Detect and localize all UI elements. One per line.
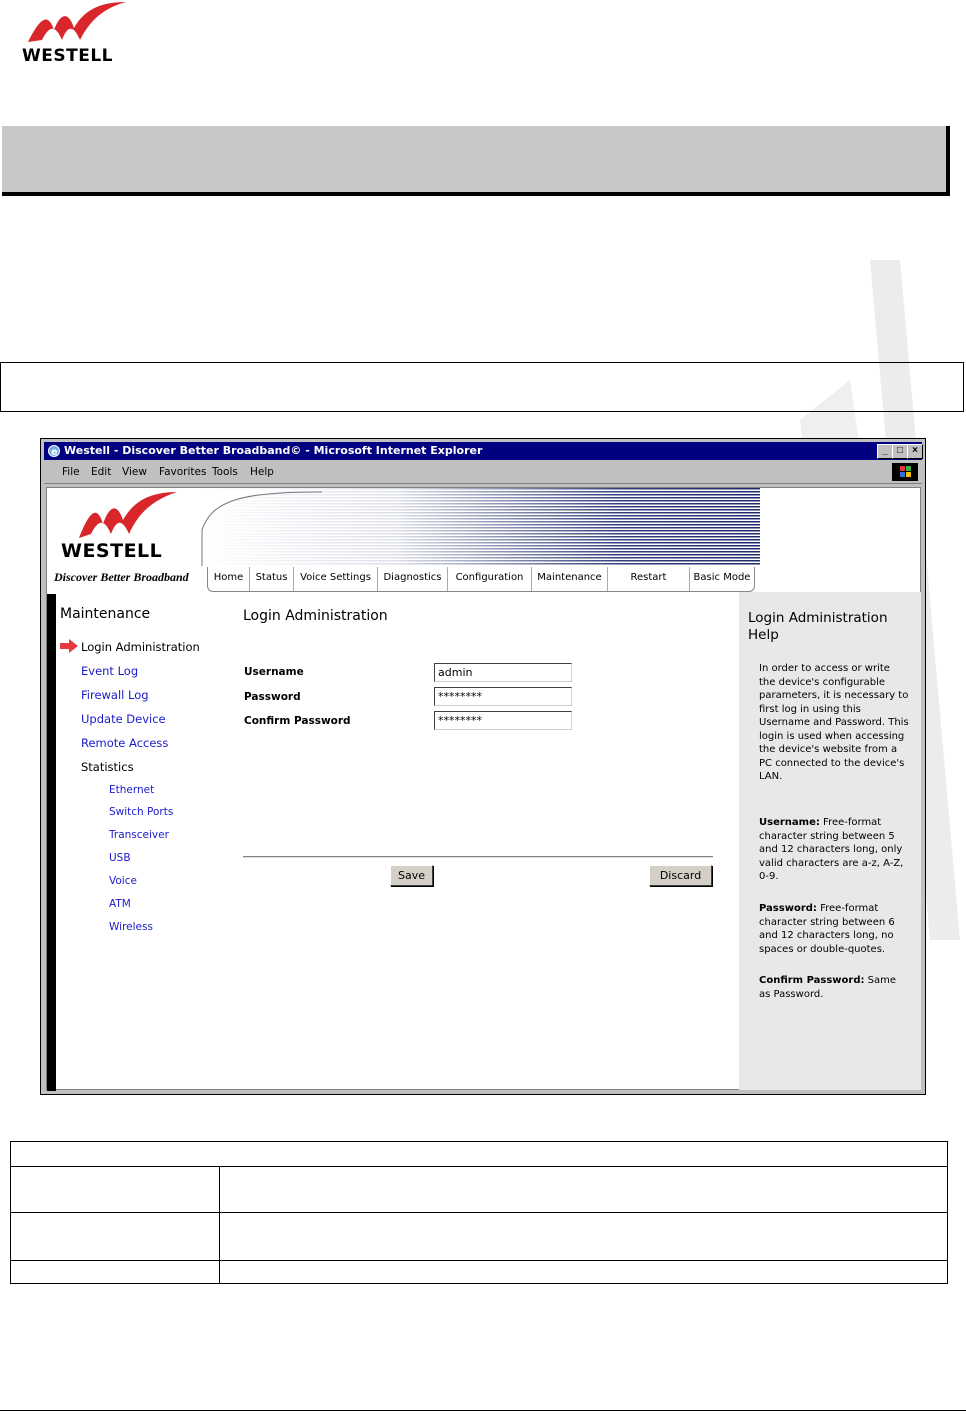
svg-text:e: e — [51, 447, 58, 458]
current-arrow-icon — [60, 639, 78, 653]
help-username-text: Free-format character string between 5 and 12 characters long, only valid characters are a-z, A-Z, 0-9. — [759, 817, 904, 882]
username-label: Username — [244, 666, 304, 678]
nav-home[interactable]: Home — [208, 567, 250, 591]
nav-configuration[interactable]: Configuration — [448, 567, 532, 591]
password-label: Password — [244, 691, 301, 703]
sidebar-subitem-atm[interactable]: ATM — [109, 898, 131, 910]
help-confirm — [759, 974, 909, 1001]
sidebar-item-event-log[interactable]: Event Log — [81, 664, 139, 678]
footer-rule — [0, 1410, 966, 1411]
site-logo-wordmark: WESTELL — [61, 540, 163, 562]
nav-maintenance[interactable]: Maintenance — [532, 567, 608, 591]
ie-icon — [47, 444, 61, 458]
help-pane — [739, 592, 921, 1090]
document-logo-wordmark: WESTELL — [22, 46, 113, 66]
password-input[interactable] — [434, 687, 572, 706]
help-password-term: Password: — [759, 903, 817, 914]
document-table — [10, 1141, 948, 1284]
sidebar-subitem-wireless[interactable]: Wireless — [109, 921, 153, 933]
confirm-password-label: Confirm Password — [244, 715, 351, 727]
confirm-password-input[interactable] — [434, 711, 572, 730]
sidebar-subitem-ethernet[interactable]: Ethernet — [109, 784, 155, 796]
browser-window — [40, 438, 926, 1095]
nav-voice-settings[interactable]: Voice Settings — [294, 567, 378, 591]
window-title: Westell - Discover Better Broadband© - Microsoft Internet Explorer — [64, 444, 483, 457]
minimize-button[interactable]: _ — [877, 444, 893, 459]
windows-logo-icon — [892, 463, 918, 481]
menu-view[interactable]: View — [122, 466, 147, 478]
help-confirm-term: Confirm Password: — [759, 975, 865, 986]
help-password-text: Free-format character string between 6 and 12 characters long, no spaces or double-quotes. — [759, 903, 895, 955]
table-row-divider — [11, 1166, 947, 1167]
help-title: Login Administration Help — [748, 610, 888, 643]
document-logo — [20, 0, 130, 70]
help-password — [759, 902, 909, 956]
sidebar-subitem-usb[interactable]: USB — [109, 852, 131, 864]
site-logo[interactable] — [51, 488, 206, 586]
sidebar-item-firewall-log[interactable]: Firewall Log — [81, 688, 149, 702]
help-username-term: Username: — [759, 817, 820, 828]
form-divider — [243, 856, 713, 858]
site-tagline: Discover Better Broadband — [54, 570, 189, 584]
left-accent-bar — [47, 594, 56, 1091]
username-input[interactable] — [434, 663, 572, 682]
menu-help[interactable]: Help — [250, 466, 274, 478]
sidebar-subitem-voice[interactable]: Voice — [109, 875, 137, 887]
table-row-divider — [11, 1260, 947, 1261]
discard-button[interactable]: Discard — [649, 865, 712, 886]
westell-swoosh-icon — [51, 488, 181, 544]
menu-tools[interactable]: Tools — [212, 466, 238, 478]
nav-status[interactable]: Status — [250, 567, 294, 591]
page-title: Login Administration — [243, 608, 388, 624]
maximize-button[interactable]: □ — [892, 444, 908, 459]
main-nav — [207, 567, 755, 592]
page-viewport — [46, 487, 921, 1090]
header-stripe-graphic — [200, 488, 760, 566]
nav-diagnostics[interactable]: Diagnostics — [378, 567, 448, 591]
section-header-band — [2, 126, 950, 196]
sidebar-item-remote-access[interactable]: Remote Access — [81, 736, 169, 750]
sidebar-item-login-administration[interactable]: Login Administration — [81, 640, 200, 654]
table-column-divider — [219, 1166, 220, 1283]
help-confirm-text: Same as Password. — [759, 975, 897, 1000]
nav-restart[interactable]: Restart — [608, 567, 690, 591]
close-button[interactable]: × — [907, 444, 923, 459]
nav-basic-mode[interactable]: Basic Mode — [693, 572, 751, 583]
help-username — [759, 816, 909, 884]
sidebar-item-statistics[interactable]: Statistics — [81, 760, 134, 774]
westell-swoosh-icon — [20, 0, 130, 50]
sidebar-item-update-device[interactable]: Update Device — [81, 712, 166, 726]
sidebar-subitem-transceiver[interactable]: Transceiver — [109, 829, 169, 841]
menu-favorites[interactable]: Favorites — [159, 466, 207, 478]
table-row-divider — [11, 1212, 947, 1213]
menu-edit[interactable]: Edit — [91, 466, 112, 478]
menu-bar — [44, 461, 922, 484]
sidebar-title: Maintenance — [60, 606, 151, 622]
title-bar — [44, 442, 922, 460]
note-box — [0, 362, 964, 412]
sidebar-subitem-switch-ports[interactable]: Switch Ports — [109, 806, 174, 818]
menu-file[interactable]: File — [62, 466, 80, 478]
help-intro: In order to access or write the device's configurable parameters, it is necessary to first log in using this Username and Password. This login is used when accessing the device's website from a PC connected to the device's LAN. — [759, 663, 909, 782]
save-button[interactable]: Save — [390, 865, 433, 886]
